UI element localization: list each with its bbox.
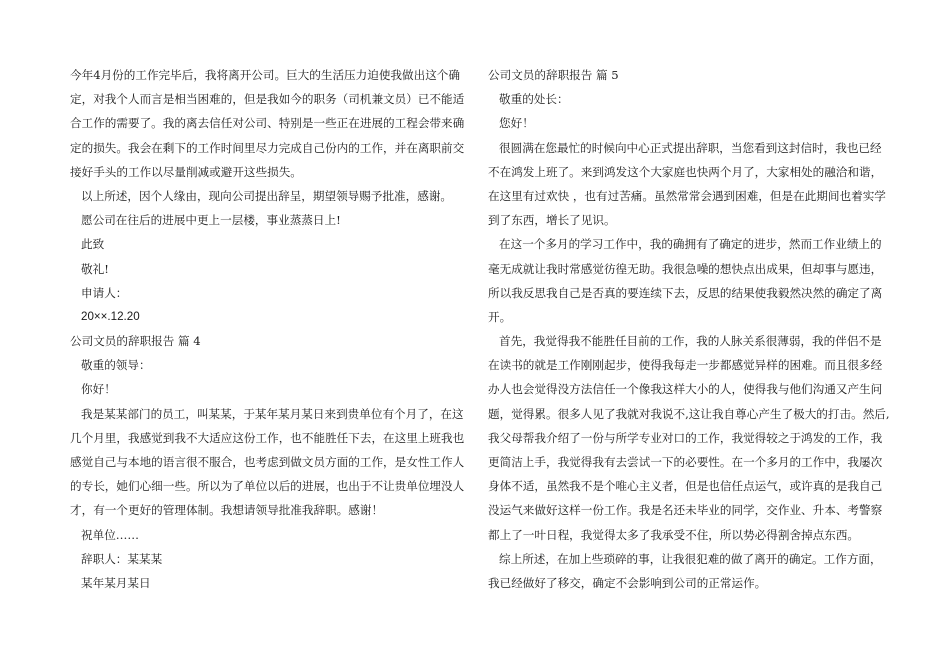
text-line: 题，觉得累。很多人见了我就对我说不,这让我自尊心产生了极大的打击。然后, [488,406,890,421]
applicant-label: 申请人： [81,285,128,300]
text-line: 在读书的就是工作刚刚起步，使得我每走一步都感觉异样的困难。而且很多经 [488,358,883,373]
section-heading: 公司文员的辞职报告 篇 4 [70,334,201,349]
text-line: 我已经做好了移交，确定不会影响到公司的正常运作。 [488,575,767,590]
text-line: 在这一个多月的学习工作中，我的确拥有了确定的进步，然而工作业绩上的 [499,237,882,252]
text-line: 没运气来做好这样一份工作。我是名还未毕业的同学，交作业、升本、考警察 [488,503,883,518]
text-line: 几个月里，我感觉到我不大适应这份工作，也不能胜任下去，在这里上班我也 [70,430,465,445]
text-line: 毫无成就让我时常感觉彷徨无助。我很急噪的想快点出成果，但却事与愿违， [488,261,883,276]
text-line: 开。 [488,309,512,324]
right-column [488,63,890,595]
greeting-line: 敬重的处长： [499,92,569,107]
section-heading: 公司文员的辞职报告 篇 5 [488,68,619,82]
text-line: 首先，我觉得我不能胜任目前的工作，我的人脉关系很薄弱，我的伴侣不是 [499,334,882,349]
greeting-line: 敬重的领导： [81,358,151,373]
date-line: 20××.12.20 [81,309,140,323]
text-line: 的专长，她们心细一些。所以为了单位以后的进展，也出于不让贵单位埋没人 [70,479,465,494]
text-line: 今年4月份的工作完毕后，我将离开公司。巨大的生活压力迫使我做出这个确 [70,68,460,82]
greeting-line: 你好！ [81,382,116,397]
text-line: 所以我反思我自己是否真的要连续下去，反思的结果使我毅然决然的确定了离 [488,285,883,300]
closing-regards: 敬礼! [81,261,109,276]
text-line: 定，对我个人而言是相当困难的，但是我如今的职务（司机兼文员）已不能适 [70,92,465,107]
text-line: 到了东西，增长了见识。 [488,213,616,228]
text-line: 在这里有过欢快 ，也有过苦痛。虽然常常会遇到困难，但是在此期间也着实学 [488,188,886,203]
text-line: 才，有一个更好的管理体制。我想请领导批准我辞职。感谢！ [70,503,384,518]
text-line: 以上所述，因个人缘由，现向公司提出辞呈，期望领导赐予批准，感谢。 [81,188,453,203]
text-line: 我是某某部门的员工，叫某某，于某年某月某日来到贵单位有个月了，在这 [81,406,464,421]
text-line: 综上所述，在加上些琐碎的事，让我很犯难的做了离开的确定。工作方面， [499,551,882,566]
text-line: 愿公司在往后的进展中更上一层楼，事业蒸蒸日上! [81,213,341,228]
signer-line: 辞职人：某某某 [81,551,163,566]
text-line: 身体不适，虽然我不是个唯心主义者，但是也信任点运气，或许真的是我自己 [488,479,883,494]
text-line: 更简洁上手，我觉得我有去尝试一下的必要性。在一个多月的工作中，我屡次 [488,455,883,469]
text-line: 接好手头的工作以尽量削减或避开这些损失。 [70,164,302,179]
left-column [70,63,465,595]
greeting-line: 您好！ [499,116,534,131]
text-line: 不在鸿发上班了。来到鸿发这个大家庭也快两个月了，大家相处的融洽和谐， [488,164,883,179]
text-line: 我父母帮我介绍了一份与所学专业对口的工作，我觉得较之于鸿发的工作，我 [488,430,883,445]
text-line: 感觉自己与本地的语言很不服合，也考虑到做文员方面的工作，是女性工作人 [70,455,465,469]
text-line: 合工作的需要了。我的离去信任对公司、特别是一些正在进展的工程会带来确 [70,116,465,131]
text-line: 很圆满在您最忙的时候向中心正式提出辞职，当您看到这封信时，我也已经 [499,140,882,155]
text-line: 都上了一叶日程，我觉得太多了我承受不住，所以势必得割舍掉点东西。 [488,527,860,542]
closing-wish: 祝单位…… [81,527,139,542]
closing-salutation: 此致 [81,237,105,252]
text-line: 办人也会觉得没方法信任一个像我这样大小的人，使得我与他们沟通又产生问 [488,382,883,397]
date-line: 某年某月某日 [81,575,151,590]
text-line: 定的损失。我会在剩下的工作时间里尽力完成自己份内的工作，并在离职前交 [70,140,465,155]
